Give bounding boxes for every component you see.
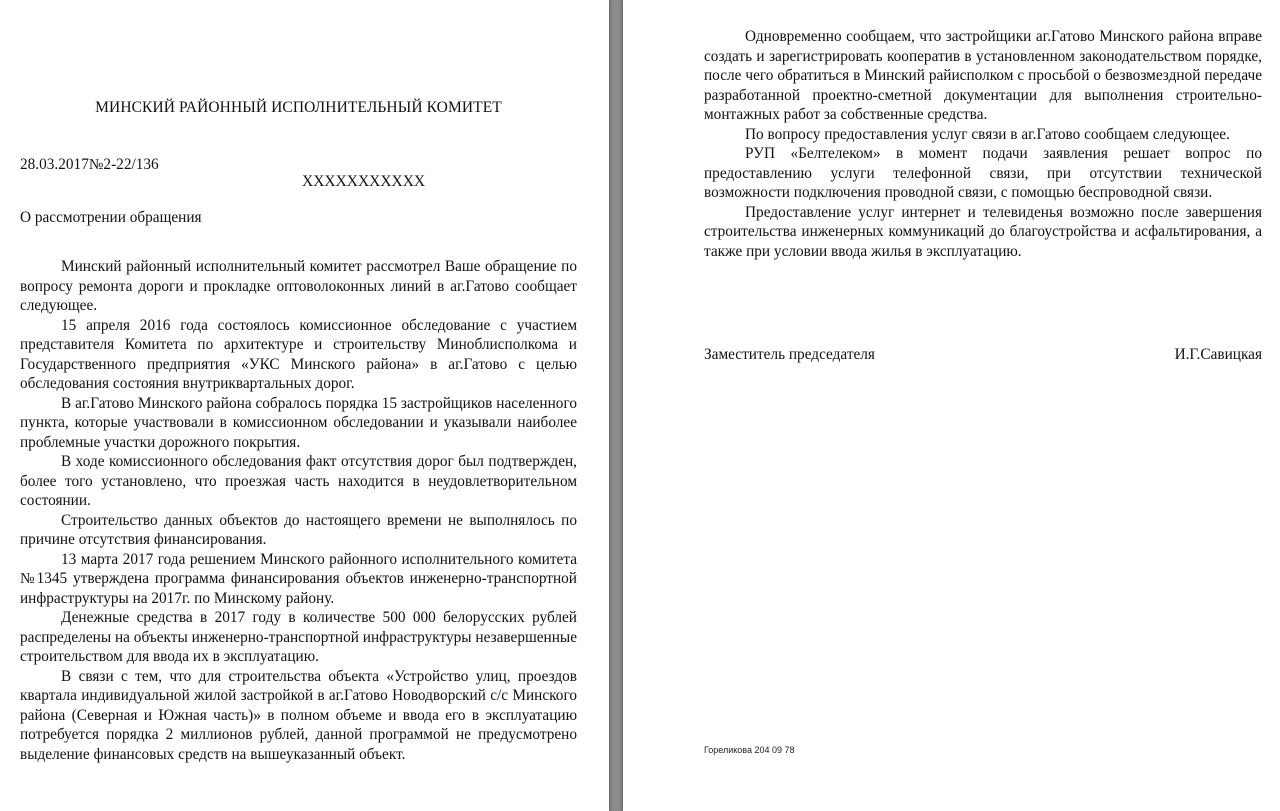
page-1-body [20, 257, 577, 764]
paragraph: РУП «Белтелеком» в момент подачи заявления решает вопрос по предоставлению услуги телефонной связи, при отсутствии технической возможности подключения проводной связи, с помощью беспроводной связи. [704, 145, 1262, 201]
paragraph: 15 апреля 2016 года состоялось комиссионное обследование с участием представителя Комитета по архитектуре и строительству Миноблисполкома и Государственного предприятия «УКС Минского района» в аг.Гатово с целью обследования состояния внутриквартальных дорог. [20, 316, 577, 392]
letter-subject: О рассмотрении обращения [20, 209, 202, 226]
signature-name: И.Г.Савицкая [1174, 346, 1262, 363]
page-2-body [704, 27, 1262, 261]
paragraph: Минский районный исполнительный комитет рассмотрел Ваше обращение по вопросу ремонта дороги и прокладке оптоволоконных линий в аг.Гатово сообщает следующее. [20, 258, 577, 314]
paragraph: В связи с тем, что для строительства объекта «Устройство улиц, проездов квартала индивидуальной жилой застройкой в аг.Гатово Новодворский с/с Минского района (Северная и Южная часть)» в полном объеме и ввода его в эксплуатацию потребуется порядка 2 миллионов рублей, данной программой не предусмотрено выделение финансовых средств на вышеуказанный объект. [20, 667, 577, 763]
addressee: ХХХХХХХХХХХ [302, 173, 426, 190]
paragraph: По вопросу предоставления услуг связи в аг.Гатово сообщаем следующее. [745, 125, 1230, 143]
signature-title: Заместитель председателя [704, 346, 875, 363]
document-page-2 [623, 0, 1280, 811]
paragraph: 13 марта 2017 года решением Минского районного исполнительного комитета №1345 утверждена программа финансирования объектов инженерно-транспортной инфраструктуры на 2017г. по Минскому району. [20, 550, 577, 607]
paragraph: Денежные средства в 2017 году в количестве 500 000 белорусских рублей распределены на объекты инженерно-транспортной инфраструктуры незавершенные строительством для ввода их в эксплуатацию. [20, 609, 577, 665]
paragraph: Строительство данных объектов до настоящего времени не выполнялось по причине отсутствия финансирования. [20, 511, 577, 548]
paragraph: В аг.Гатово Минского района собралось порядка 15 застройщиков населенного пункта, которые участвовали в комиссионном обследовании и указывали наиболее проблемные участки дорожного покрытия. [20, 394, 577, 451]
paragraph: Одновременно сообщаем, что застройщики аг.Гатово Минского района вправе создать и зарегистрировать кооператив в установленном законодательством порядке, после чего обратиться в Минский райисполком с просьбой о безвозмездной передаче разработанной проектно-сметной документации для выполнения строительно-монтажных работ за собственные средства. [704, 28, 1262, 123]
executor-note: Гореликова 204 09 78 [704, 745, 795, 755]
paragraph: В ходе комиссионного обследования факт отсутствия дорог был подтвержден, более того установлено, что проезжая часть находится в неудовлетворительном состоянии. [20, 453, 577, 509]
paragraph: Предоставление услуг интернет и телевиденья возможно после завершения строительства инженерных коммуникаций до благоустройства и асфальтирования, а также при условии ввода жилья в эксплуатацию. [704, 203, 1262, 260]
organization-title: МИНСКИЙ РАЙОННЫЙ ИСПОЛНИТЕЛЬНЫЙ КОМИТЕТ [95, 99, 502, 116]
date-reference: 28.03.2017№2-22/136 [20, 156, 159, 173]
document-page-1 [0, 0, 609, 811]
signature-block [704, 345, 1262, 365]
